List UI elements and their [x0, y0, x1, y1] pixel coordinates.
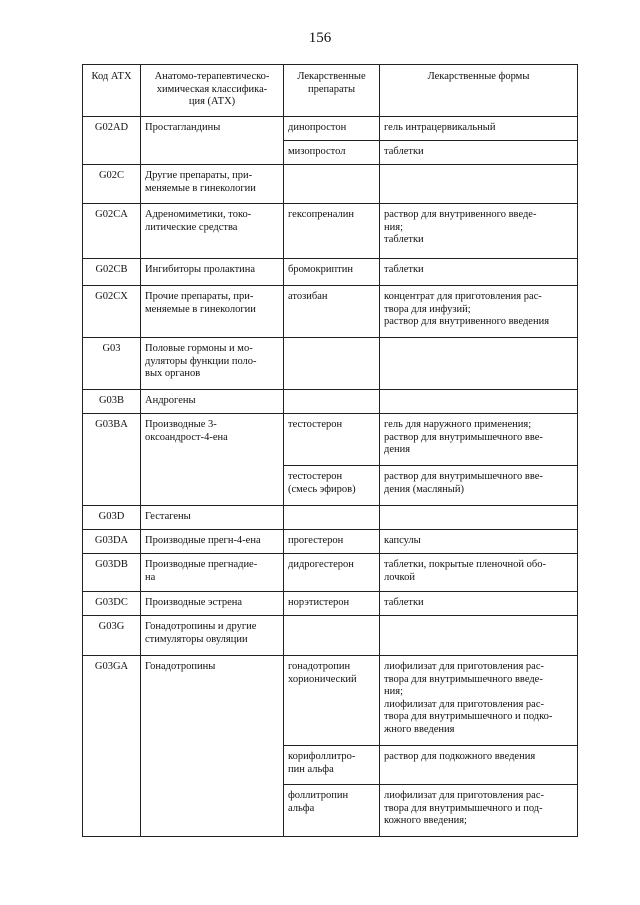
- classification-cell: Прочие препараты, при- меняемые в гинекологии: [141, 286, 284, 338]
- atx-code-cell: G02C: [83, 165, 141, 204]
- form-cell: [380, 616, 578, 656]
- drug-cell: прогестерон: [284, 530, 380, 554]
- drug-cell: дидрогестерон: [284, 554, 380, 592]
- classification-cell: Гестагены: [141, 506, 284, 530]
- table-row: [83, 592, 578, 616]
- form-cell: [380, 390, 578, 414]
- classification-cell: Гонадотропины: [141, 656, 284, 837]
- form-cell: таблетки: [380, 259, 578, 286]
- classification-cell: Простагландины: [141, 117, 284, 165]
- table-row: [83, 165, 578, 204]
- classification-cell: Другие препараты, при- меняемые в гинекологии: [141, 165, 284, 204]
- atx-code-cell: G03DC: [83, 592, 141, 616]
- table-row: [83, 656, 578, 746]
- table-row: [83, 259, 578, 286]
- classification-cell: Производные прегн-4-ена: [141, 530, 284, 554]
- table-row: [83, 530, 578, 554]
- atx-code-cell: G03GA: [83, 656, 141, 837]
- table-row: [83, 616, 578, 656]
- atx-code-cell: G03G: [83, 616, 141, 656]
- table-row: [83, 338, 578, 390]
- atx-code-cell: G03B: [83, 390, 141, 414]
- drug-cell: [284, 338, 380, 390]
- drug-cell: тестостерон (смесь эфиров): [284, 466, 380, 506]
- classification-cell: Производные 3- оксоандрост-4-ена: [141, 414, 284, 506]
- table-row: [83, 204, 578, 259]
- table-row: [83, 286, 578, 338]
- form-cell: гель для наружного применения; раствор для внутримышечного вве- дения: [380, 414, 578, 466]
- drug-cell: [284, 165, 380, 204]
- drug-cell: [284, 506, 380, 530]
- page-number: 156: [308, 30, 332, 46]
- atx-code-cell: G03BA: [83, 414, 141, 506]
- atx-code-cell: G03D: [83, 506, 141, 530]
- classification-cell: Адреномиметики, токо- литические средства: [141, 204, 284, 259]
- form-cell: раствор для подкожного введения: [380, 746, 578, 785]
- form-cell: [380, 165, 578, 204]
- form-cell: таблетки: [380, 592, 578, 616]
- classification-cell: Производные прегнадие- на: [141, 554, 284, 592]
- atx-code-cell: G03DA: [83, 530, 141, 554]
- atx-code-cell: G02CA: [83, 204, 141, 259]
- classification-cell: Андрогены: [141, 390, 284, 414]
- drug-cell: гонадотропин хорионический: [284, 656, 380, 746]
- drug-cell: динопростон: [284, 117, 380, 141]
- drug-cell: тестостерон: [284, 414, 380, 466]
- drug-cell: мизопростол: [284, 141, 380, 165]
- form-cell: раствор для внутривенного введе- ния; таблетки: [380, 204, 578, 259]
- form-cell: раствор для внутримышечного вве- дения (масляный): [380, 466, 578, 506]
- drug-cell: гексопреналин: [284, 204, 380, 259]
- drug-cell: корифоллитро- пин альфа: [284, 746, 380, 785]
- form-cell: лиофилизат для приготовления рас- твора для внутримышечного введе- ния; лиофилизат для приготовления рас- твора для внутримышечного и подко- жного введения: [380, 656, 578, 746]
- drug-cell: бромокриптин: [284, 259, 380, 286]
- header-forms: Лекарственные формы: [380, 65, 578, 117]
- drug-cell: фоллитропин альфа: [284, 785, 380, 837]
- form-cell: концентрат для приготовления рас- твора для инфузий; раствор для внутривенного введения: [380, 286, 578, 338]
- header-drugs: Лекарственные препараты: [284, 65, 380, 117]
- table-row: [83, 506, 578, 530]
- form-cell: гель интрацервикальный: [380, 117, 578, 141]
- classification-cell: Половые гормоны и мо- дуляторы функции поло- вых органов: [141, 338, 284, 390]
- classification-cell: Ингибиторы пролактина: [141, 259, 284, 286]
- atx-code-cell: G02CX: [83, 286, 141, 338]
- table-row: [83, 554, 578, 592]
- header-classification: Анатомо-терапевтическо- химическая классифика- ция (АТХ): [141, 65, 284, 117]
- drug-cell: норэтистерон: [284, 592, 380, 616]
- header-code: Код АТХ: [83, 65, 141, 117]
- atx-code-cell: G03: [83, 338, 141, 390]
- form-cell: капсулы: [380, 530, 578, 554]
- form-cell: [380, 506, 578, 530]
- form-cell: таблетки: [380, 141, 578, 165]
- table-header-row: [83, 65, 578, 117]
- atx-code-cell: G03DB: [83, 554, 141, 592]
- classification-cell: Производные эстрена: [141, 592, 284, 616]
- classification-cell: Гонадотропины и другие стимуляторы овуляции: [141, 616, 284, 656]
- form-cell: лиофилизат для приготовления рас- твора для внутримышечного и под- кожного введения;: [380, 785, 578, 837]
- table-row: [83, 117, 578, 141]
- table-row: [83, 414, 578, 466]
- form-cell: [380, 338, 578, 390]
- atx-code-cell: G02AD: [83, 117, 141, 165]
- atx-code-cell: G02CB: [83, 259, 141, 286]
- drug-cell: [284, 616, 380, 656]
- drug-cell: атозибан: [284, 286, 380, 338]
- atx-table: [82, 64, 578, 837]
- drug-cell: [284, 390, 380, 414]
- form-cell: таблетки, покрытые пленочной обо- лочкой: [380, 554, 578, 592]
- table-row: [83, 390, 578, 414]
